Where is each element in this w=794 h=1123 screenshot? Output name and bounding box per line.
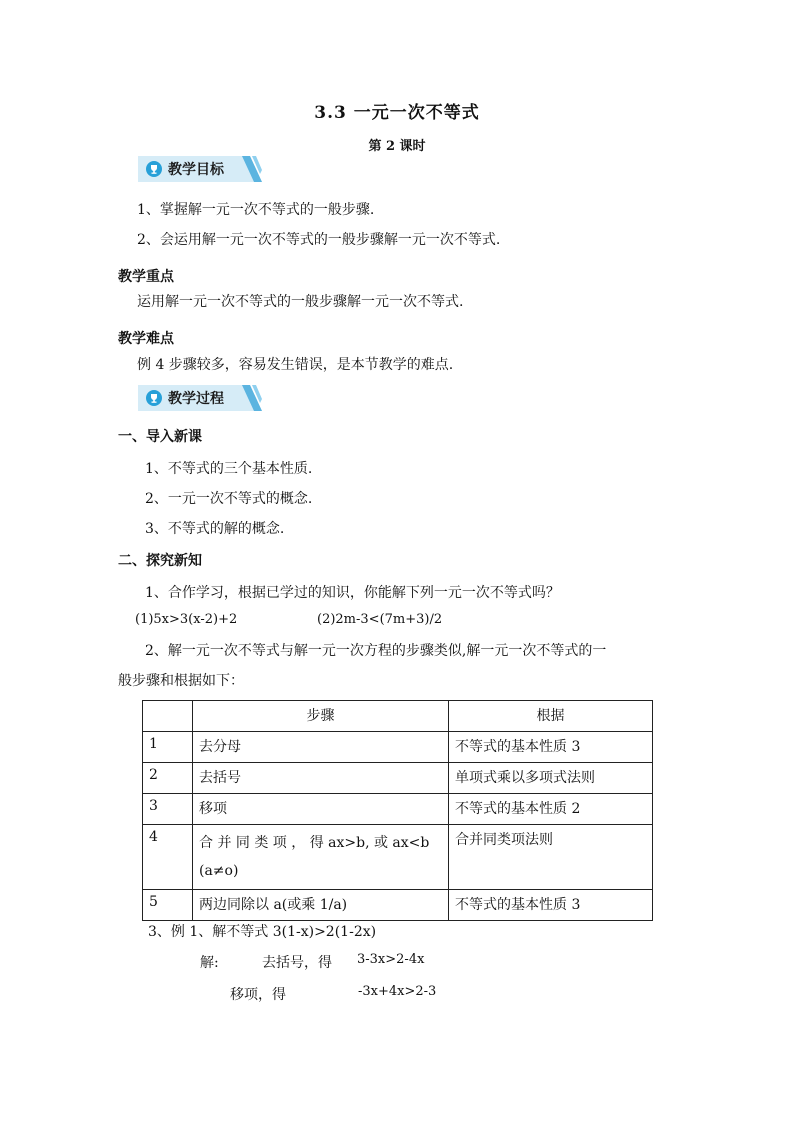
table-cell: 去分母 [193, 732, 449, 763]
trophy-icon [146, 390, 162, 406]
section1-item-3: 3、不等式的解的概念. [145, 521, 285, 537]
goal-item-1: 1、掌握解一元一次不等式的一般步骤. [137, 202, 375, 218]
table-cell: 移项 [193, 794, 449, 825]
banner-label: 教学过程 [168, 391, 224, 407]
page-title: 3.3 一元一次不等式 [314, 103, 480, 123]
table-cell: 去括号 [193, 763, 449, 794]
table-cell: 合 并 同 类 项 ， 得 ax>b, 或 ax<b (a≠o) [193, 825, 449, 890]
table-row [143, 794, 653, 825]
key-point-heading: 教学重点 [118, 269, 174, 285]
section2-heading: 二、探究新知 [118, 553, 202, 569]
difficult-point-heading: 教学难点 [118, 331, 174, 347]
solution-step2-expr: -3x+4x>2-3 [358, 984, 437, 999]
section1-item-1: 1、不等式的三个基本性质. [145, 461, 313, 477]
solution-step1-expr: 3-3x>2-4x [357, 952, 425, 967]
banner-teaching-process [138, 385, 262, 411]
table-header-cell: 步骤 [193, 701, 449, 732]
section1-item-2: 2、一元一次不等式的概念. [145, 491, 313, 507]
solution-step2-text: 移项，得 [230, 987, 286, 1003]
table-row [143, 825, 653, 890]
goal-item-2: 2、会运用解一元一次不等式的一般步骤解一元一次不等式. [137, 232, 501, 248]
table-cell: 两边同除以 a(或乘 1/a) [193, 890, 449, 921]
table-header-cell [143, 701, 193, 732]
banner-label: 教学目标 [168, 162, 224, 178]
key-point-text: 运用解一元一次不等式的一般步骤解一元一次不等式. [137, 294, 464, 310]
steps-table [142, 700, 653, 921]
section2-item-2-line1: 2、解一元一次不等式与解一元一次方程的步骤类似,解一元一次不等式的一 [145, 643, 607, 659]
table-row [143, 763, 653, 794]
table-cell: 单项式乘以多项式法则 [449, 763, 653, 794]
table-cell: 合并同类项法则 [449, 825, 653, 890]
equation-2: (2)2m-3<(7m+3)/2 [317, 612, 443, 627]
banner-teaching-goals [138, 156, 262, 182]
page-subtitle: 第 2 课时 [368, 139, 426, 154]
table-header-row [143, 701, 653, 732]
table-cell: 3 [143, 794, 193, 825]
section2-item-1: 1、合作学习，根据已学过的知识，你能解下列一元一次不等式吗？ [145, 585, 560, 601]
table-header-cell: 根据 [449, 701, 653, 732]
solution-label: 解: [200, 955, 219, 971]
table-cell: 5 [143, 890, 193, 921]
table-cell: 不等式的基本性质 3 [449, 890, 653, 921]
table-cell: 不等式的基本性质 3 [449, 732, 653, 763]
trophy-icon [146, 161, 162, 177]
table-cell: 2 [143, 763, 193, 794]
section2-item-2-line2: 般步骤和根据如下： [118, 673, 244, 689]
difficult-point-text: 例 4 步骤较多，容易发生错误，是本节教学的难点. [137, 357, 454, 373]
section1-heading: 一、导入新课 [118, 429, 202, 445]
table-row [143, 890, 653, 921]
example-heading: 3、例 1、解不等式 3(1-x)>2(1-2x) [148, 924, 377, 940]
table-cell: 1 [143, 732, 193, 763]
table-row [143, 732, 653, 763]
solution-step1-text: 去括号，得 [262, 955, 332, 971]
table-cell: 不等式的基本性质 2 [449, 794, 653, 825]
table-cell: 4 [143, 825, 193, 890]
equation-1: (1)5x>3(x-2)+2 [135, 612, 238, 627]
